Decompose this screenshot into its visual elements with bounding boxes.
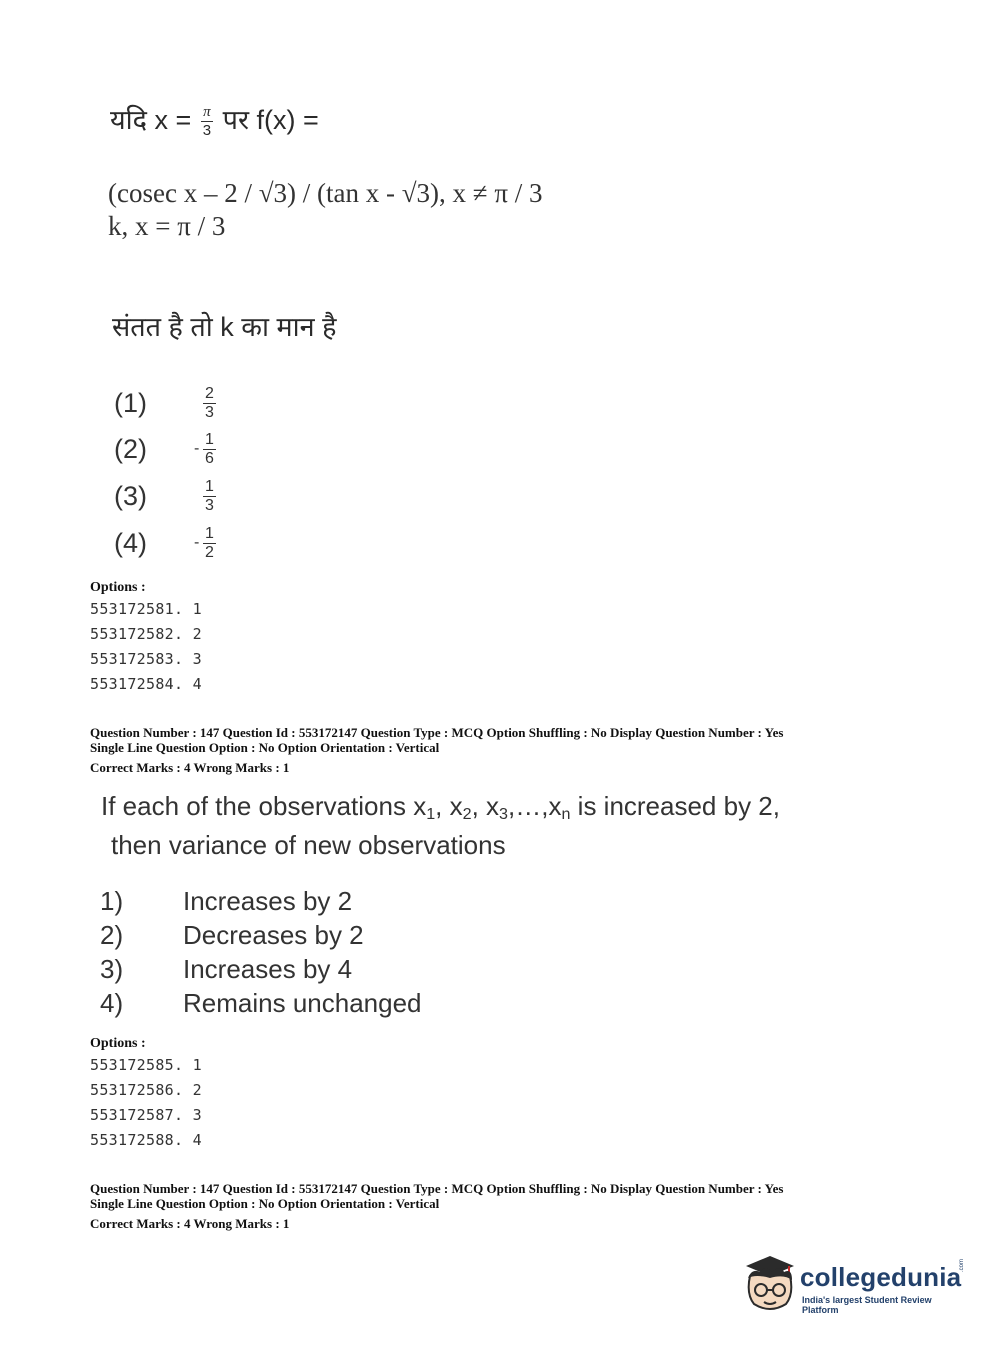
expr-line1: (cosec x – 2 / √3) / (tan x - √3), x ≠ π / 3	[108, 178, 543, 208]
option-id: 553172583. 3	[90, 650, 202, 668]
marks-line: Correct Marks : 4 Wrong Marks : 1	[90, 1216, 290, 1231]
q1-option-sign: -	[194, 534, 200, 551]
marks-line: Correct Marks : 4 Wrong Marks : 1	[90, 760, 290, 775]
q2-option	[100, 918, 422, 952]
q1-option-fraction	[203, 386, 216, 421]
q2-option-text: Increases by 4	[183, 954, 353, 984]
q2-text-part: ,…,x	[508, 791, 562, 821]
frac-num: 1	[205, 477, 214, 495]
collegedunia-logo[interactable]	[740, 1250, 970, 1320]
frac-num: 1	[205, 524, 214, 542]
option-id: 553172587. 3	[90, 1106, 202, 1124]
logo-wordmark: collegedunia	[800, 1262, 962, 1292]
q1-option-number: (4)	[114, 527, 147, 558]
q1-option	[114, 426, 216, 472]
frac-den: 3	[202, 122, 212, 140]
question2-options	[100, 884, 422, 1020]
frac-den: 3	[205, 496, 214, 514]
option-id: 553172586. 2	[90, 1081, 202, 1099]
question1-statement: संतत है तो k का मान है	[112, 312, 337, 342]
subscript: 2	[462, 805, 472, 824]
q1-option-number: (2)	[114, 433, 147, 464]
q1-option-sign: -	[194, 440, 200, 457]
q2-option-num: 3)	[100, 954, 124, 984]
q1-intro-suffix: पर f(x) =	[215, 105, 319, 135]
options-label: Options :	[90, 580, 146, 595]
meta-line: Question Number : 147 Question Id : 553172147 Question Type : MCQ Option Shuffling : No Display Question Number : Yes	[90, 1181, 784, 1196]
question-meta-2	[90, 1181, 783, 1231]
q1-option-number: (3)	[114, 480, 147, 511]
option-id: 553172585. 1	[90, 1056, 202, 1074]
q2-option-num: 4)	[100, 988, 124, 1018]
frac-den: 6	[205, 449, 214, 467]
q1-intro-prefix: यदि x =	[110, 105, 199, 135]
q2-option-text: Remains unchanged	[183, 988, 422, 1018]
q2-line2: then variance of new observations	[111, 830, 506, 861]
q1-option	[114, 520, 216, 566]
q2-option	[100, 884, 422, 918]
subscript: n	[561, 805, 571, 824]
logo-tagline: India's largest Student Review Platform	[802, 1295, 932, 1315]
q1-option-fraction	[203, 432, 216, 467]
pi-over-3-fraction	[201, 105, 213, 138]
q2-line1	[101, 791, 780, 830]
q1-option-fraction	[203, 479, 216, 514]
question1-expression	[108, 177, 543, 243]
option-id: 553172582. 2	[90, 625, 202, 643]
frac-den: 2	[205, 543, 214, 561]
q1-option	[114, 380, 216, 426]
meta-line: Single Line Question Option : No Option Orientation : Vertical	[90, 1196, 440, 1211]
meta-line: Question Number : 147 Question Id : 553172147 Question Type : MCQ Option Shuffling : No Display Question Number : Yes	[90, 725, 784, 740]
meta-line: Single Line Question Option : No Option Orientation : Vertical	[90, 740, 440, 755]
question1-option-ids	[90, 598, 202, 698]
option-id: 553172588. 4	[90, 1131, 202, 1149]
question2-text	[101, 791, 780, 861]
frac-num: π	[203, 104, 211, 121]
question2-option-ids	[90, 1054, 202, 1154]
option-id: 553172584. 4	[90, 675, 202, 693]
question-meta-1	[90, 725, 783, 775]
q1-option	[114, 473, 216, 519]
q2-option-text: Increases by 2	[183, 886, 353, 916]
subscript: 3	[499, 805, 509, 824]
q2-text-part: , x	[471, 791, 500, 821]
q2-text-part: is increased by 2,	[570, 791, 780, 821]
q2-option	[100, 986, 422, 1020]
mascot-icon	[740, 1250, 802, 1314]
options-label: Options :	[90, 1036, 146, 1051]
q2-option-num: 2)	[100, 920, 124, 950]
q1-option-number: (1)	[114, 387, 147, 418]
q1-option-fraction	[203, 526, 216, 561]
q2-text-part: , x	[435, 791, 463, 821]
q2-text-part: If each of the observations x	[101, 791, 427, 821]
expr-line2: k, x = π / 3	[108, 211, 226, 241]
frac-num: 1	[205, 430, 214, 448]
q2-option-text: Decreases by 2	[183, 920, 364, 950]
option-id: 553172581. 1	[90, 600, 202, 618]
q2-option-num: 1)	[100, 886, 124, 916]
frac-num: 2	[205, 384, 214, 402]
subscript: 1	[426, 805, 436, 824]
logo-suffix: .com	[959, 1258, 965, 1272]
frac-den: 3	[205, 403, 214, 421]
q2-option	[100, 952, 422, 986]
question1-intro	[110, 100, 319, 138]
